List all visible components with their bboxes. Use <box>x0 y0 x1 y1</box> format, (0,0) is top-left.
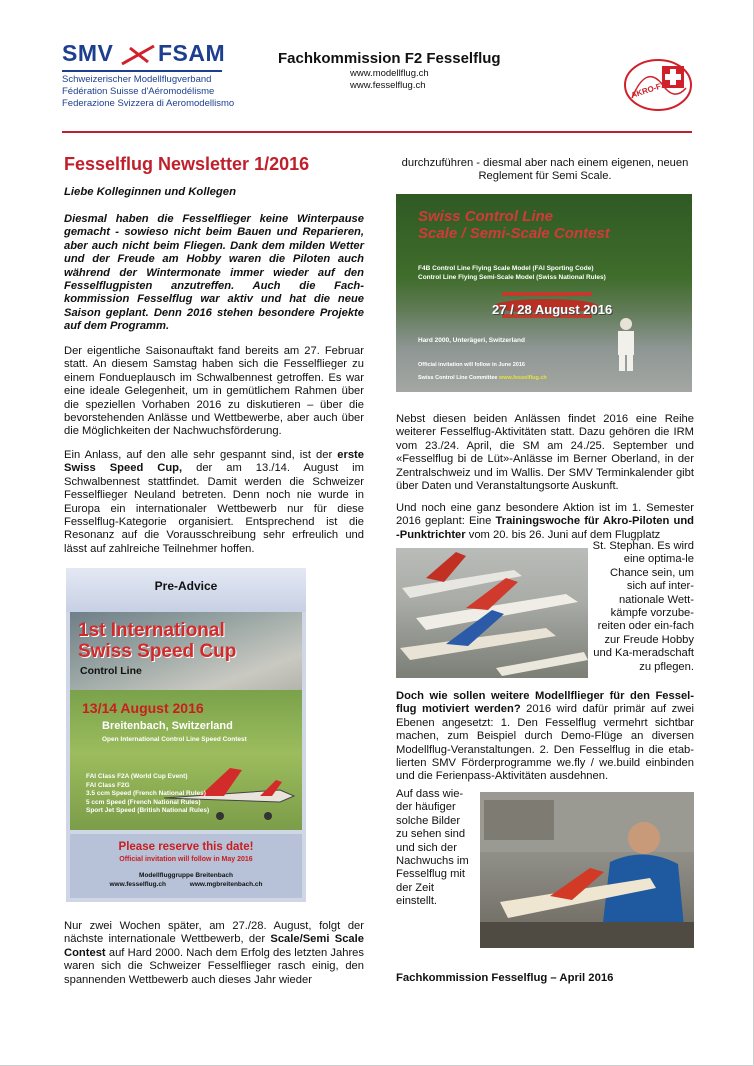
paragraph-training-week <box>396 502 694 542</box>
poster-class-item: 5 ccm Speed (French National Rules) <box>86 798 201 806</box>
scale-poster-committee <box>418 375 547 381</box>
text-bold-scale-contest: Scale/Semi Scale Contest <box>64 933 364 959</box>
text-run: 2016 wird dafür primär auf zwei Ebenen angesetzt: 1. Den Fesselflug vermehrt sichtbar machen, zum Beispiel durch Demo-Flüge an diversen Modellflug-Veranstaltungen. 2. Den Fesselflug in die etab-lierten SMV Förderprogramme we.fly / we.build einbinden und die Ferienpass-Aktivitäten ausdehnen. <box>396 703 695 783</box>
poster-footer <box>70 834 302 898</box>
smv-logo <box>62 38 235 114</box>
akro-badge-logo <box>622 58 694 112</box>
smv-logo-text: SMV <box>62 40 114 66</box>
scale-poster-title <box>418 208 610 242</box>
text-run: vom 20. bis 26. Juni auf dem Flugplatz <box>465 528 661 541</box>
logo-sub-fr: Fédération Suisse d'Aéromodélisme <box>62 86 215 97</box>
poster-title-line2: Swiss Speed Cup <box>78 641 237 662</box>
committee-name: Swiss Control Line Committee <box>418 375 498 381</box>
poster-title <box>78 620 236 662</box>
paragraph-st-stephan: St. Stephan. Es wird eine optima-le Chance sein, um sich auf inter-nationale Wett-kämpfe vorzube-reiten oder ein-fach zur Freude Hobby und Ka-meradschaft zu pflegen. <box>592 540 694 673</box>
poster-pre-advice: Pre-Advice <box>66 568 306 612</box>
paragraph-activities: Nebst diesen beiden Anlässen findet 2016 eine Reihe weiterer Fesselflug-Aktivitäten statt. Dazu gehören die IRM vom 23./24. April, die SM am 24./25. September und «Fesselflug bi de Lüt»-Anlässe im Berner Oberland, in der Zentralschweiz und im Wallis. Der SMV Terminkalender gibt über Daten und Veranstaltungsorte Auskunft. <box>396 413 694 493</box>
speed-cup-poster <box>66 568 306 902</box>
poster-open-contest: Open International Control Line Speed Contest <box>102 736 247 743</box>
logo-rule <box>62 70 222 72</box>
akro-badge-text: AKRO-F2 <box>629 80 667 100</box>
committee-url: www.fesselflug.ch <box>499 375 547 381</box>
paragraph-scale-contest <box>64 920 364 987</box>
fsam-logo-text: FSAM <box>158 40 226 66</box>
scale-title-line2: Scale / Semi-Scale Contest <box>418 225 610 242</box>
scale-class-item: F4B Control Line Flying Scale Model (FAI Sporting Code) <box>418 265 594 272</box>
header-url-fesselflug[interactable]: www.fesselflug.ch <box>350 80 426 91</box>
text-run: Nur zwei Wochen später, am 27./28. August, folgt der nächste internationale Wettbewerb, der <box>64 920 364 946</box>
text-bold-speed-cup: erste Swiss Speed Cup, <box>64 449 364 475</box>
greeting: Liebe Kolleginnen und Kollegen <box>64 186 236 198</box>
poster-class-item: Sport Jet Speed (British National Rules) <box>86 807 210 814</box>
photo-young-builder <box>480 792 694 948</box>
builder-illustration <box>480 792 694 948</box>
poster-class-item: FAI Class F2G <box>86 781 130 789</box>
logo-sub-it: Federazione Svizzera di Aeromodellismo <box>62 98 235 109</box>
scale-poster-invitation: Official invitation will follow in June 2016 <box>418 362 525 368</box>
scale-poster-classes <box>418 264 606 282</box>
photo-model-planes <box>396 548 588 678</box>
poster-urls: www.fesselflug.ch www.mgbreitenbach.ch <box>109 881 263 888</box>
poster-invitation: Official invitation will follow in May 2016 <box>119 856 253 863</box>
person-silhouette-icon <box>606 314 646 374</box>
newsletter-title: Fesselflug Newsletter 1/2016 <box>64 154 310 174</box>
poster-control-line: Control Line <box>80 665 142 677</box>
header-divider <box>62 131 692 133</box>
logo-sub-de: Schweizerischer Modellflugverband <box>62 74 212 85</box>
poster-place: Breitenbach, Switzerland <box>102 720 233 732</box>
airplane-icon <box>118 42 158 68</box>
paragraph-motivation <box>396 690 694 784</box>
text-run: Und noch eine ganz besondere Aktion ist im 1. Semester 2016 geplant: Eine <box>396 502 694 528</box>
scale-title-line1: Swiss Control Line <box>418 208 554 225</box>
poster-classes <box>86 773 209 816</box>
text-run: auf Hard 2000. Nach dem Erfolg des letzten Jahres waren sich die Schweizer Fesselflieger rasch einig, den spannenden Wettbewerb auch dieses Jahr wieder <box>64 946 364 986</box>
header-url-modellflug[interactable]: www.modellflug.ch <box>350 68 429 79</box>
poster-group: Modellfluggruppe Breitenbach <box>139 872 233 879</box>
text-run: Ein Anlass, auf den alle sehr gespannt sind, ist der <box>64 449 338 461</box>
scale-poster-venue: Hard 2000, Unterägeri, Switzerland <box>418 337 525 344</box>
poster-title-line1: 1st International <box>78 620 225 641</box>
scale-contest-poster <box>396 194 692 392</box>
scale-class-item: Control Line Flying Semi-Scale Model (Swiss National Rules) <box>418 274 606 281</box>
poster-reserve: Please reserve this date! <box>118 841 254 853</box>
poster-class-item: FAI Class F2A (World Cup Event) <box>86 773 188 780</box>
header-title: Fachkommission F2 Fesselflug <box>278 50 501 67</box>
text-bold-question: Doch wie sollen weitere Modellflieger für den Fessel-flug motiviert werden? <box>396 690 694 716</box>
poster-class-item: 3.5 ccm Speed (French National Rules) <box>86 790 206 797</box>
model-planes-illustration <box>396 548 588 678</box>
signature: Fachkommission Fesselflug – April 2016 <box>396 972 614 984</box>
paragraph-closing: Auf dass wie-der häufiger solche Bilder zu sehen sind und sich der Nachwuchs im Fesselflug mit der Zeit einstellt. <box>396 788 469 908</box>
paragraph-saisonauftakt: Der eigentliche Saisonauftakt fand bereits am 27. Februar statt. An diesem Samstag haben sich die Fesselflieger zu einem Fondueplausch im Schwalbennest getroffen. Es war eine ideale Gelegenheit, um in gemütlichem Rahmen über die speziellen Vorhaben 2016 zu diskutieren – über die bevorstehenden Anlässe und Wettbewerbe, aber auch über die Möglichkeiten der Nachwuchsförderung. <box>64 345 364 438</box>
paragraph-continuation: durchzuführen - diesmal aber nach einem eigenen, neuen Reglement für Semi Scale. <box>401 157 689 183</box>
poster-date: 13/14 August 2016 <box>82 700 204 716</box>
text-bold-training: Trainingswoche für Akro-Piloten und -Punktrichter <box>396 515 694 541</box>
text-run: der am 13./14. August im Schwalbennest stattfindet. Damit werden die Schweizer Fesselflieger Neuland betreten. Denn noch nie wurde in Europa ein internationaler Wettbewerb nur für diese Fesselflug-Kategorie organisiert. Entsprechend ist die Resonanz auf die Vorausschreibung sehr erfreulich und lässt auf zahlreiche Teilnehmer hoffen. <box>64 462 364 555</box>
intro-paragraph: Diesmal haben die Fesselflieger keine Winterpause gemacht - sowieso nicht beim Bauen und Reparieren, aber auch nicht beim Fliegen. Dank dem milden Wetter und der Freude am Hobby waren die Piloten auch während der Wintermonate immer wieder auf den Fesselflugpisten anzutreffen. Auch die Fach-kommission Fesselflug war aktiv und hat die neue Saison geplant. Denn 2016 stehen besondere Projekte auf dem Programm. <box>64 213 364 333</box>
scale-poster-date: 27 / 28 August 2016 <box>492 302 613 317</box>
paragraph-speed-cup <box>64 449 364 556</box>
